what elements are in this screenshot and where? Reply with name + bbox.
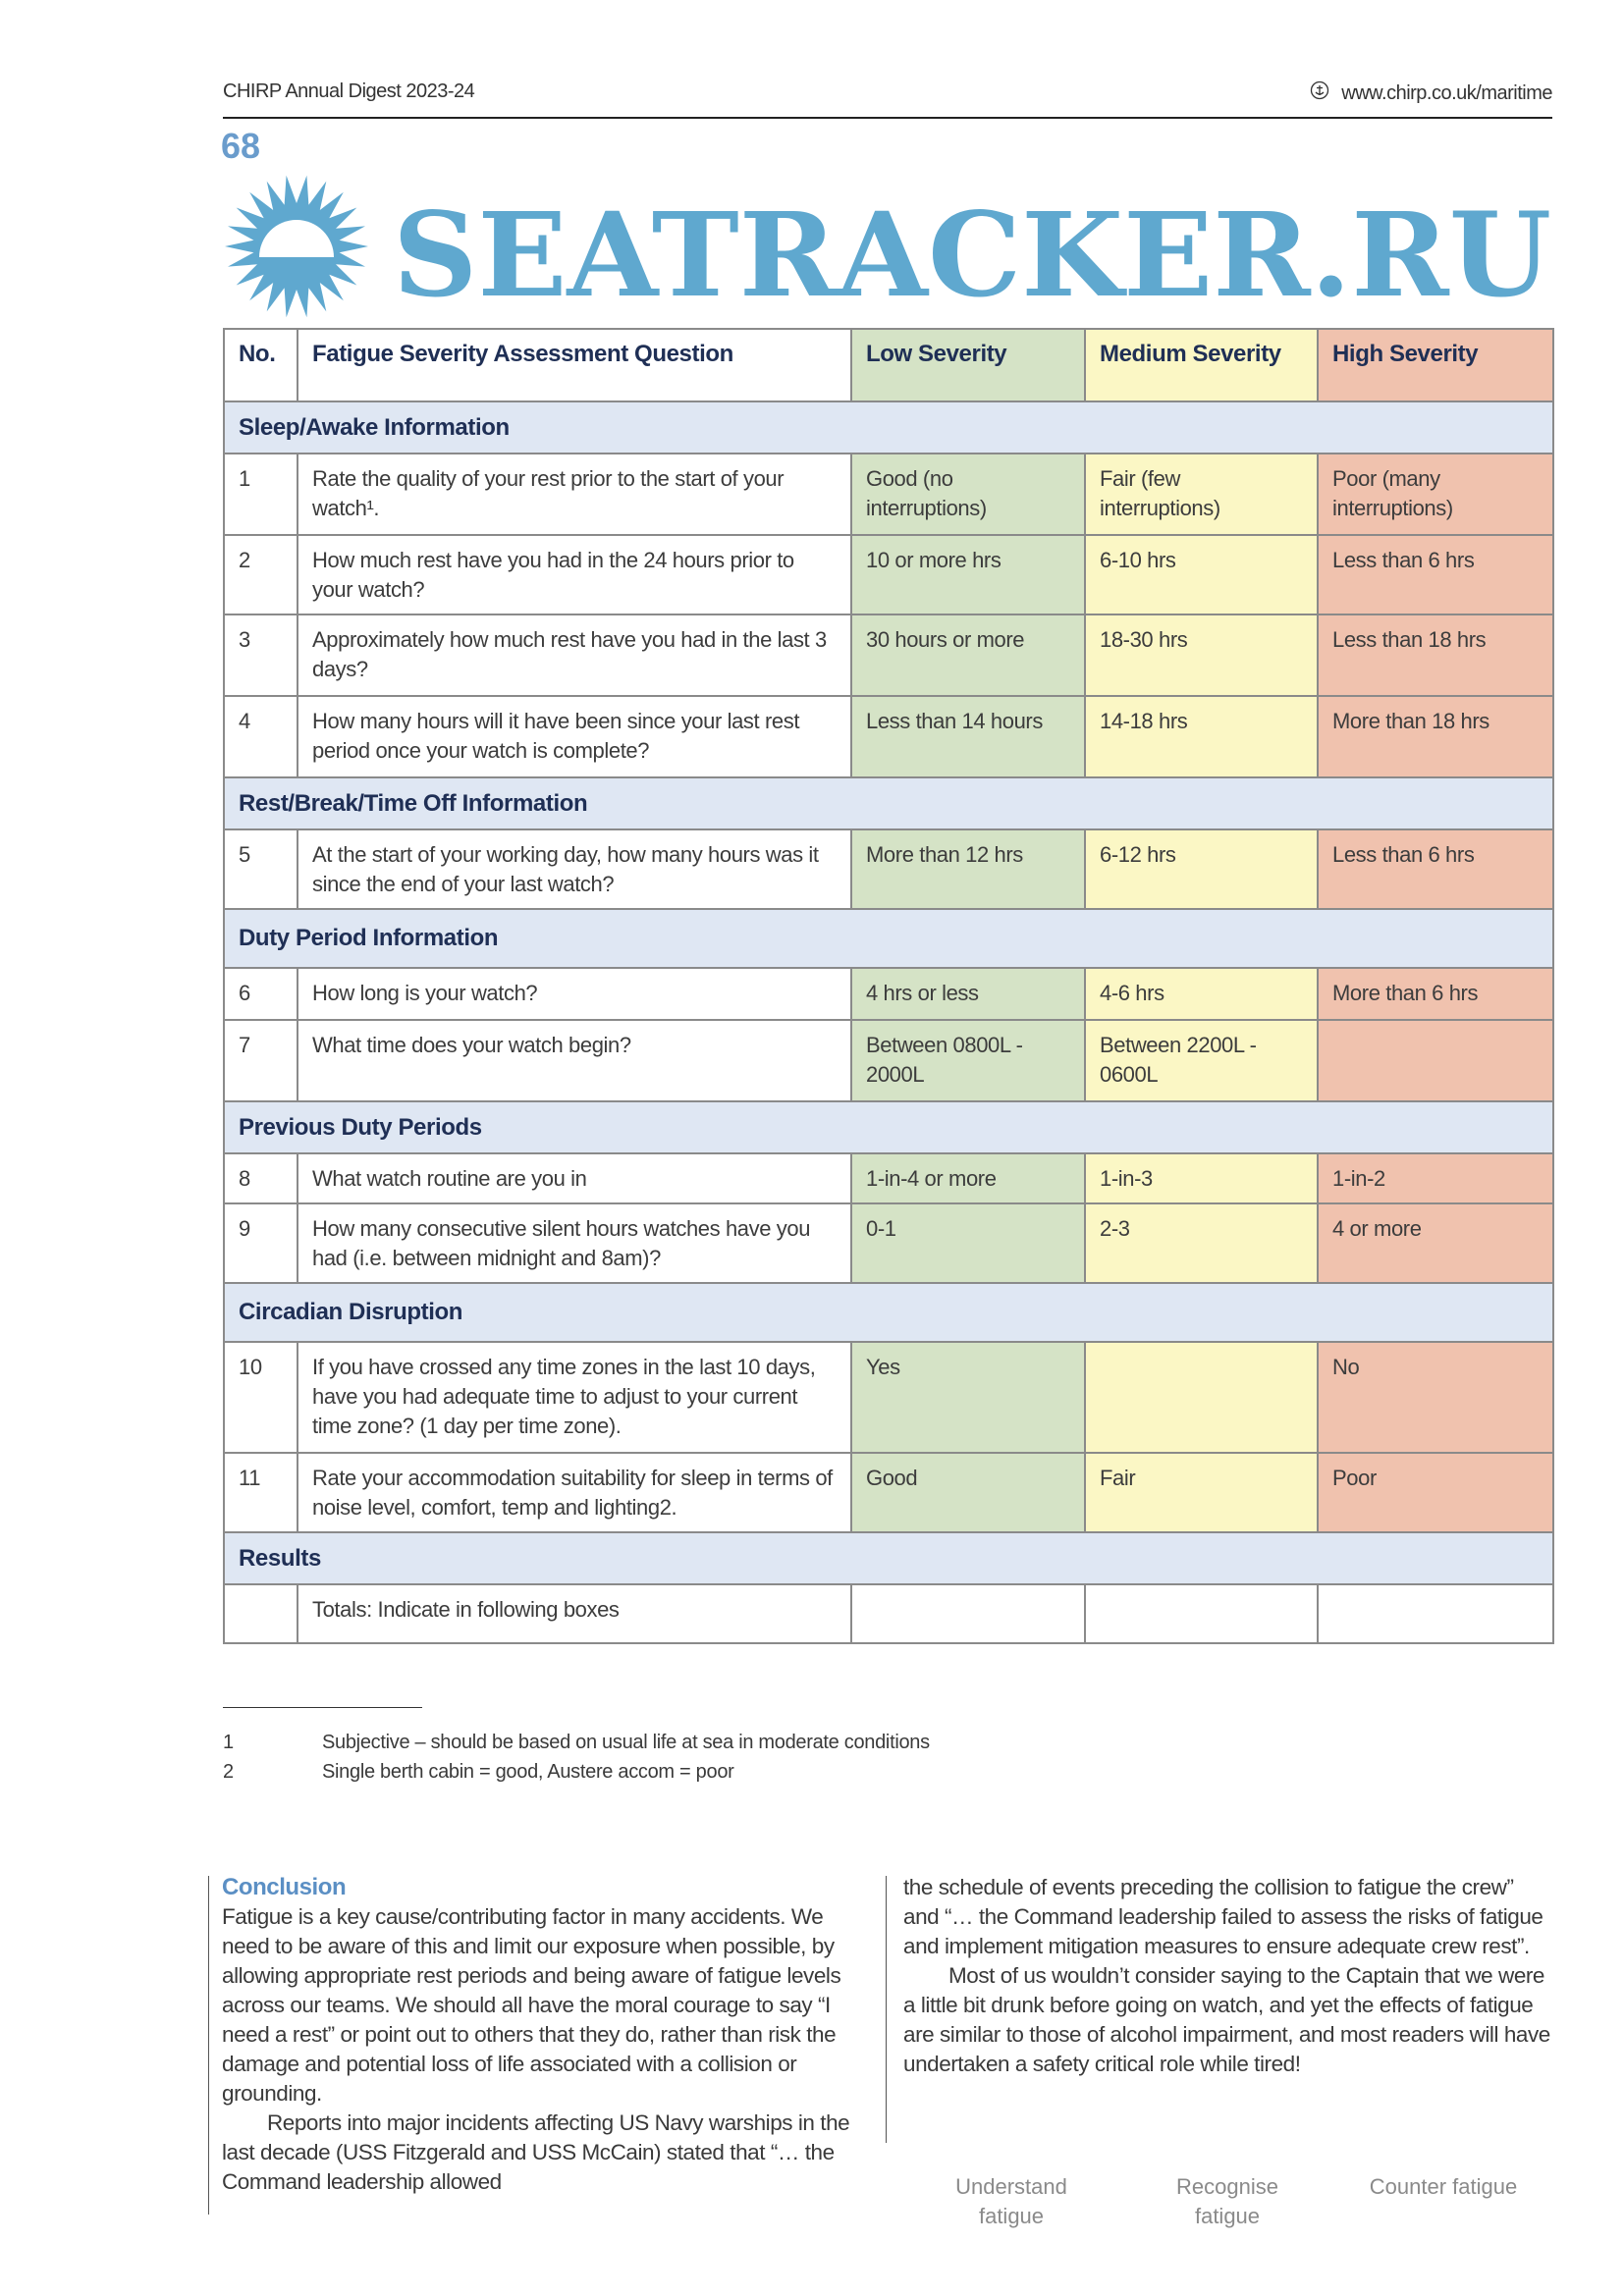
- footnote-divider: [223, 1707, 422, 1708]
- watermark-logo: [0, 173, 1624, 320]
- cell-no: 8: [224, 1153, 298, 1203]
- cell-medium: 18-30 hrs: [1085, 614, 1318, 696]
- cell-question: If you have crossed any time zones in the last 10 days, have you had adequate time to adjust to your current time zone? (1 day per time zone).: [298, 1342, 851, 1453]
- cell-high: More than 6 hrs: [1318, 968, 1553, 1020]
- cell-low: More than 12 hrs: [851, 829, 1085, 909]
- cell-no: 3: [224, 614, 298, 696]
- table-row: [224, 1203, 1553, 1283]
- fatigue-assessment-table: [223, 328, 1554, 1644]
- website-link[interactable]: [1310, 80, 1552, 106]
- cell-low: Less than 14 hours: [851, 696, 1085, 777]
- cell-low: Good (no interruptions): [851, 454, 1085, 535]
- table-header-row: [224, 329, 1553, 401]
- cell-low: 1-in-4 or more: [851, 1153, 1085, 1203]
- total-low-box[interactable]: [851, 1584, 1085, 1643]
- cell-question: What time does your watch begin?: [298, 1020, 851, 1101]
- footnote: [223, 1761, 734, 1784]
- total-high-box[interactable]: [1318, 1584, 1553, 1643]
- cell-question: How many hours will it have been since your last rest period once your watch is complete?: [298, 696, 851, 777]
- conclusion-left-column: [222, 1873, 870, 2197]
- cell-no: 9: [224, 1203, 298, 1283]
- anchor-icon: [1310, 80, 1329, 106]
- page-number: 68: [221, 126, 261, 166]
- cell-question: Rate the quality of your rest prior to the start of your watch¹.: [298, 454, 851, 535]
- step-understand-fatigue: Understand fatigue: [955, 2174, 1067, 2228]
- table-row: [224, 968, 1553, 1020]
- table-row: [224, 454, 1553, 535]
- cell-high: [1318, 1020, 1553, 1101]
- cell-question: How long is your watch?: [298, 968, 851, 1020]
- cell-low: 10 or more hrs: [851, 535, 1085, 614]
- section-row: [224, 1101, 1553, 1153]
- totals-row: [224, 1584, 1553, 1643]
- section-row: [224, 909, 1553, 968]
- cell-question: How many consecutive silent hours watches have you had (i.e. between midnight and 8am)?: [298, 1203, 851, 1283]
- column-header-high: High Severity: [1318, 329, 1553, 401]
- conclusion-paragraph: the schedule of events preceding the collision to fatigue the crew” and “… the Command leadership failed to assess the risks of fatigue and implement mitigation measures to ensure adequate crew rest”.: [903, 1875, 1543, 1958]
- header-divider: [223, 117, 1552, 119]
- cell-high: Poor: [1318, 1453, 1553, 1532]
- column-header-medium: Medium Severity: [1085, 329, 1318, 401]
- section-title: Previous Duty Periods: [224, 1101, 1553, 1153]
- table-row: [224, 1453, 1553, 1532]
- cell-medium: Between 2200L - 0600L: [1085, 1020, 1318, 1101]
- table-row: [224, 1153, 1553, 1203]
- section-title: Duty Period Information: [224, 909, 1553, 968]
- cell-medium: 6-12 hrs: [1085, 829, 1318, 909]
- step-recognise-fatigue: Recognise fatigue: [1176, 2174, 1278, 2228]
- cell-medium: 1-in-3: [1085, 1153, 1318, 1203]
- publication-title: CHIRP Annual Digest 2023-24: [223, 80, 475, 102]
- footnote: [223, 1732, 930, 1754]
- step-counter-fatigue: Counter fatigue: [1369, 2174, 1518, 2199]
- cell-no: 2: [224, 535, 298, 614]
- cell-high: 1-in-2: [1318, 1153, 1553, 1203]
- cell-question: At the start of your working day, how many hours was it since the end of your last watch?: [298, 829, 851, 909]
- cell-medium: 2-3: [1085, 1203, 1318, 1283]
- column-header-no: No.: [224, 329, 298, 401]
- conclusion-title: Conclusion: [222, 1874, 347, 1900]
- cell-high: Less than 6 hrs: [1318, 535, 1553, 614]
- cell-no: 7: [224, 1020, 298, 1101]
- cell-medium: Fair (few interruptions): [1085, 454, 1318, 535]
- cell-high: Less than 6 hrs: [1318, 829, 1553, 909]
- cell-no: 10: [224, 1342, 298, 1453]
- section-row: [224, 401, 1553, 454]
- column-rule-right: [886, 1876, 887, 2143]
- cell-low: 4 hrs or less: [851, 968, 1085, 1020]
- cell-high: Poor (many interruptions): [1318, 454, 1553, 535]
- cell-question: Rate your accommodation suitability for sleep in terms of noise level, comfort, temp and lighting2.: [298, 1453, 851, 1532]
- column-rule-left: [208, 1876, 209, 2215]
- table-row: [224, 829, 1553, 909]
- conclusion-paragraph: Fatigue is a key cause/contributing factor in many accidents. We need to be aware of this and limit our exposure when possible, by allowing appropriate rest periods and being aware of fatigue levels across our teams. We should all have the moral courage to say “I need a rest” or point out to others that they do, rather than risk the damage and potential loss of life associated with a collision or grounding.: [222, 1904, 841, 2106]
- column-header-low: Low Severity: [851, 329, 1085, 401]
- table-row: [224, 1020, 1553, 1101]
- cell-low: 30 hours or more: [851, 614, 1085, 696]
- cell-medium: Fair: [1085, 1453, 1318, 1532]
- cell-medium: 4-6 hrs: [1085, 968, 1318, 1020]
- table-row: [224, 696, 1553, 777]
- sunburst-icon: [225, 176, 368, 318]
- section-row: [224, 1532, 1553, 1584]
- footnote-text: Single berth cabin = good, Austere accom = poor: [322, 1761, 734, 1783]
- cell-no: 4: [224, 696, 298, 777]
- conclusion-paragraph: Most of us wouldn’t consider saying to the Captain that we were a little bit drunk before going on watch, and yet the effects of fatigue are similar to those of alcohol impairment, and most readers will have undertaken a safety critical role while tired!: [903, 1963, 1550, 2076]
- cell-no: [224, 1584, 298, 1643]
- website-url: www.chirp.co.uk/maritime: [1341, 81, 1552, 104]
- cell-high: Less than 18 hrs: [1318, 614, 1553, 696]
- cell-question: What watch routine are you in: [298, 1153, 851, 1203]
- footnote-number: 1: [223, 1732, 234, 1753]
- table-row: [224, 535, 1553, 614]
- table-row: [224, 614, 1553, 696]
- cell-question: Approximately how much rest have you had in the last 3 days?: [298, 614, 851, 696]
- cell-medium: [1085, 1342, 1318, 1453]
- cell-high: More than 18 hrs: [1318, 696, 1553, 777]
- total-medium-box[interactable]: [1085, 1584, 1318, 1643]
- section-title: Results: [224, 1532, 1553, 1584]
- cell-no: 1: [224, 454, 298, 535]
- cell-low: Between 0800L - 2000L: [851, 1020, 1085, 1101]
- cell-medium: 6-10 hrs: [1085, 535, 1318, 614]
- section-row: [224, 777, 1553, 829]
- cell-high: No: [1318, 1342, 1553, 1453]
- watermark-text: SEATRACKER.RU: [393, 187, 1551, 320]
- section-title: Sleep/Awake Information: [224, 401, 1553, 454]
- column-header-question: Fatigue Severity Assessment Question: [298, 329, 851, 401]
- conclusion-paragraph: Reports into major incidents affecting US Navy warships in the last decade (USS Fitzgerald and USS McCain) stated that “… the Command leadership allowed: [222, 2110, 850, 2194]
- footnote-text: Subjective – should be based on usual life at sea in moderate conditions: [322, 1732, 930, 1753]
- footnote-number: 2: [223, 1761, 234, 1783]
- cell-low: Good: [851, 1453, 1085, 1532]
- cell-no: 11: [224, 1453, 298, 1532]
- cell-low: 0-1: [851, 1203, 1085, 1283]
- conclusion-right-column: [903, 1873, 1551, 2079]
- cell-question: Totals: Indicate in following boxes: [298, 1584, 851, 1643]
- cell-no: 6: [224, 968, 298, 1020]
- cell-high: 4 or more: [1318, 1203, 1553, 1283]
- table-row: [224, 1342, 1553, 1453]
- section-title: Circadian Disruption: [224, 1283, 1553, 1342]
- cell-question: How much rest have you had in the 24 hours prior to your watch?: [298, 535, 851, 614]
- cell-no: 5: [224, 829, 298, 909]
- section-row: [224, 1283, 1553, 1342]
- cell-low: Yes: [851, 1342, 1085, 1453]
- section-title: Rest/Break/Time Off Information: [224, 777, 1553, 829]
- cell-medium: 14-18 hrs: [1085, 696, 1318, 777]
